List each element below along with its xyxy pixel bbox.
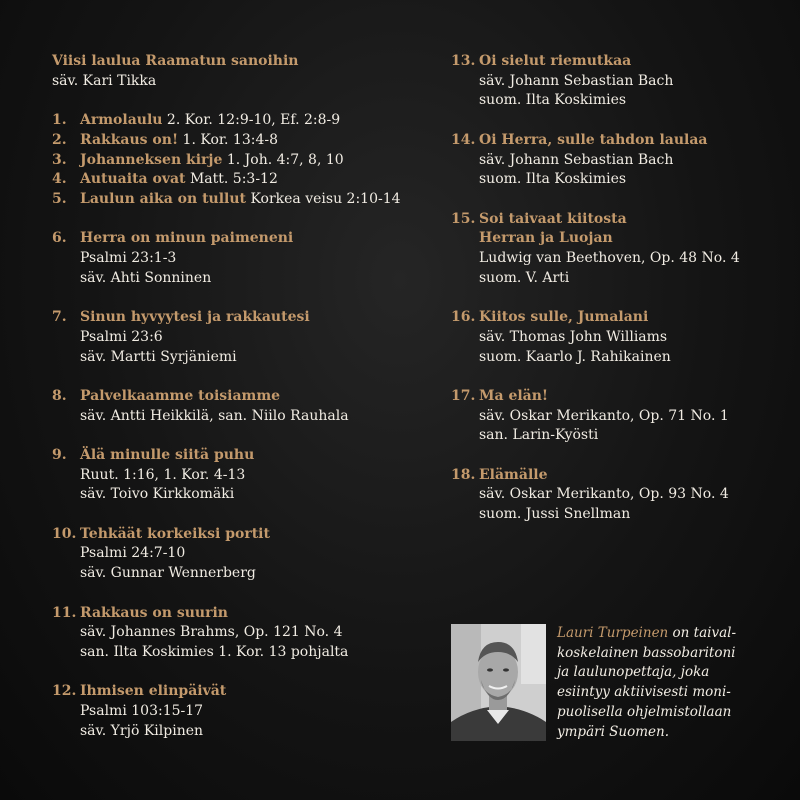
track-detail: Psalmi 24:7-10 <box>80 545 186 562</box>
track-detail: Ruut. 1:16, 1. Kor. 4-13 <box>80 466 246 483</box>
track-detail: Psalmi 103:15-17 <box>80 703 204 720</box>
track-number: 10. <box>52 525 77 542</box>
track-title: Palvelkaamme toisiamme <box>80 387 281 404</box>
track-number: 4. <box>52 171 67 188</box>
track-detail: Ludwig van Beethoven, Op. 48 No. 4 <box>479 250 740 266</box>
track-number: 12. <box>52 683 77 700</box>
five-songs-list <box>52 111 422 210</box>
track-title: Oi sielut riemutkaa <box>479 53 632 69</box>
track-detail: säv. Oskar Merikanto, Op. 71 No. 1 <box>479 407 729 424</box>
artist-name: Lauri Turpeinen <box>557 625 669 641</box>
track-title: Rakkaus on! <box>80 131 179 148</box>
track-number: 2. <box>52 131 67 148</box>
track-title: Rakkaus on suurin <box>80 604 228 621</box>
track-detail: Psalmi 23:1-3 <box>80 250 177 266</box>
track-detail: suom. V. Arti <box>479 269 570 286</box>
track-entry <box>451 387 781 446</box>
track-title: Älä minulle siitä puhu <box>80 446 255 463</box>
track-number: 5. <box>52 190 67 207</box>
track-detail: säv. Antti Heikkilä, san. Niilo Rauhala <box>80 407 349 424</box>
track-title: Elämälle <box>479 466 548 483</box>
track-title: Armolaulu <box>80 112 163 129</box>
bio-line-1: koskelainen bassobaritoni <box>557 644 736 661</box>
track-title: Kiitos sulle, Jumalani <box>479 309 649 326</box>
track-entry <box>451 210 781 289</box>
track-number: 6. <box>52 230 67 247</box>
track-entry <box>451 52 781 111</box>
track-detail: säv. Thomas John Williams <box>479 328 668 345</box>
track-title: Herra on minun paimeneni <box>80 230 294 247</box>
track-entry <box>451 466 781 525</box>
track-detail: Psalmi 23:6 <box>80 328 163 345</box>
track-detail: säv. Gunnar Wennerberg <box>80 565 256 582</box>
track-reference: 2. Kor. 12:9-10, Ef. 2:8-9 <box>162 112 341 129</box>
intro-title: Viisi laulua Raamatun sanoihin <box>52 53 299 69</box>
track-entry <box>451 131 781 190</box>
artist-photo <box>451 624 546 741</box>
track-number: 1. <box>52 112 67 129</box>
track-detail: säv. Oskar Merikanto, Op. 93 No. 4 <box>479 486 729 503</box>
intro-composer: säv. Kari Tikka <box>52 72 157 89</box>
track-number: 9. <box>52 446 67 463</box>
bio-line-4: puolisella ohjelmistollaan <box>557 703 732 720</box>
track-detail: suom. Kaarlo J. Rahikainen <box>479 348 671 365</box>
track-entry <box>52 308 422 367</box>
track-detail: säv. Martti Syrjäniemi <box>80 348 237 365</box>
track-detail: san. Larin-Kyösti <box>479 427 599 444</box>
right-track-list <box>451 52 781 525</box>
track-number: 15. <box>451 210 476 227</box>
left-column <box>52 52 422 761</box>
bio-text <box>557 624 752 742</box>
track-detail: säv. Johannes Brahms, Op. 121 No. 4 <box>80 624 343 641</box>
track-number: 17. <box>451 387 476 404</box>
track-number: 3. <box>52 151 67 168</box>
track-detail: suom. Jussi Snellman <box>479 506 631 523</box>
track-entry <box>52 525 422 584</box>
track-title: Sinun hyvyytesi ja rakkautesi <box>80 309 310 326</box>
track-entry <box>451 308 781 367</box>
track-reference: 1. Kor. 13:4-8 <box>178 131 279 148</box>
track-reference: 1. Joh. 4:7, 8, 10 <box>222 151 344 168</box>
track-title: Herran ja Luojan <box>479 230 613 247</box>
track-number: 8. <box>52 387 67 404</box>
track-entry <box>52 387 422 426</box>
track-title: Johanneksen kirje <box>80 151 223 168</box>
track-detail: san. Ilta Koskimies 1. Kor. 13 pohjalta <box>80 643 349 660</box>
track-number: 7. <box>52 309 67 326</box>
bio-line-0: on taival- <box>668 625 737 641</box>
track-detail: säv. Johann Sebastian Bach <box>479 72 674 89</box>
track-detail: säv. Yrjö Kilpinen <box>80 722 204 739</box>
bio-line-5: ympäri Suomen. <box>557 723 670 740</box>
track-number: 13. <box>451 53 476 69</box>
intro-block <box>52 52 422 91</box>
track-entry <box>52 229 422 288</box>
track-number: 18. <box>451 466 476 483</box>
track-entry <box>52 446 422 505</box>
track-entry <box>52 682 422 741</box>
five-song-item <box>52 170 422 190</box>
five-song-item <box>52 151 422 171</box>
track-detail: säv. Ahti Sonninen <box>80 269 212 286</box>
track-detail: suom. Ilta Koskimies <box>479 171 627 188</box>
five-song-item <box>52 131 422 151</box>
five-song-item <box>52 190 422 210</box>
track-number: 16. <box>451 309 476 326</box>
bio-line-2: ja laulunopettaja, joka <box>557 664 710 681</box>
track-title: Soi taivaat kiitosta <box>479 210 627 227</box>
right-column <box>451 52 781 544</box>
track-title: Ma elän! <box>479 387 549 404</box>
track-detail: säv. Toivo Kirkkomäki <box>80 486 235 503</box>
track-title: Oi Herra, sulle tahdon laulaa <box>479 131 708 148</box>
five-song-item <box>52 111 422 131</box>
track-title: Ihmisen elinpäivät <box>80 683 227 700</box>
track-detail: suom. Ilta Koskimies <box>479 92 627 109</box>
track-reference: Matt. 5:3-12 <box>185 171 278 188</box>
bio-line-3: esiintyy aktiivisesti moni- <box>557 684 731 701</box>
track-number: 11. <box>52 604 77 621</box>
track-title: Tehkäät korkeiksi portit <box>80 525 270 542</box>
track-entry <box>52 604 422 663</box>
track-title: Laulun aika on tullut <box>80 190 246 207</box>
left-track-list <box>52 229 422 741</box>
track-number: 14. <box>451 131 476 148</box>
track-detail: säv. Johann Sebastian Bach <box>479 151 674 168</box>
track-reference: Korkea veisu 2:10-14 <box>246 190 401 207</box>
track-title: Autuaita ovat <box>80 171 186 188</box>
